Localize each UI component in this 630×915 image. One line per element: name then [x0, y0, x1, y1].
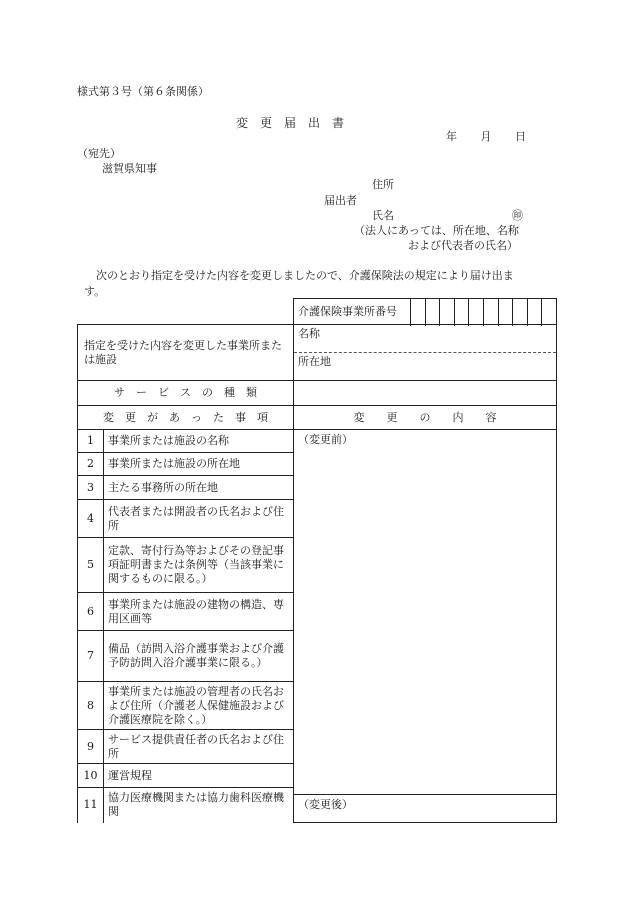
after-change-label: （変更後） [298, 798, 353, 811]
item-number: 6 [78, 593, 104, 631]
facility-row-label: 指定を受けた内容を変更した事業所または施設 [78, 325, 294, 381]
item-text: 運営規程 [104, 764, 294, 788]
office-number-digit[interactable] [542, 299, 557, 326]
item-number: 11 [78, 788, 104, 823]
item-number: 3 [78, 476, 104, 500]
document-title: 変 更 届 出 書 [236, 116, 345, 130]
item-number: 5 [78, 538, 104, 593]
item-text: 事業所または施設の管理者の氏名および住所（介護老人保健施設および介護医療院を除く。） [104, 682, 294, 730]
corp-note-1: （法人にあっては、所在地、名称 [354, 224, 519, 237]
item-number: 2 [78, 453, 104, 476]
office-number-table [293, 298, 557, 326]
date-day: 日 [515, 130, 526, 143]
statement-line-2: す。 [84, 285, 106, 298]
notifier-label: 届出者 [324, 194, 357, 207]
office-number-digit[interactable] [527, 299, 542, 326]
name-label: 氏名 [372, 209, 394, 222]
addressee-name: 滋賀県知事 [102, 162, 157, 175]
item-text: 定款、寄付行為等およびその登記事項証明書または条例等（当該事業に関するものに限る。） [104, 538, 294, 593]
office-number-label: 介護保険事業所番号 [294, 299, 411, 326]
item-number: 8 [78, 682, 104, 730]
item-number: 10 [78, 764, 104, 788]
item-number: 9 [78, 730, 104, 764]
date-line [446, 128, 526, 144]
item-text: 備品（訪問入浴介護事業および介護予防訪問入浴介護事業に限る。） [104, 631, 294, 682]
address-label: 住所 [372, 178, 394, 191]
facility-location-label: 所在地 [298, 355, 331, 368]
office-number-digit[interactable] [498, 299, 513, 326]
after-change-area[interactable] [294, 795, 556, 812]
change-content-header: 変 更 の 内 容 [294, 406, 557, 430]
facility-name-label: 名称 [298, 327, 320, 340]
office-number-digit[interactable] [440, 299, 455, 326]
office-number-digit[interactable] [469, 299, 484, 326]
before-change-label: （変更前） [298, 433, 353, 446]
before-change-area[interactable] [294, 430, 556, 795]
change-form-table [77, 324, 557, 823]
item-text: 代表者または開設者の氏名および住所 [104, 500, 294, 538]
form-number: 様式第３号（第６条関係） [77, 85, 209, 98]
item-text: 事業所または施設の所在地 [104, 453, 294, 476]
item-text: 事業所または施設の建物の構造、専用区画等 [104, 593, 294, 631]
facility-location-field[interactable] [294, 353, 557, 381]
facility-name-field[interactable] [294, 325, 557, 353]
office-number-digit[interactable] [483, 299, 498, 326]
item-text: 協力医療機関または協力歯科医療機関 [104, 788, 294, 823]
date-year: 年 [446, 130, 457, 143]
change-content-cell[interactable] [294, 430, 557, 823]
item-text: 事業所または施設の名称 [104, 430, 294, 453]
changed-items-header: 変 更 が あ っ た 事 項 [78, 406, 294, 430]
office-number-digit[interactable] [454, 299, 469, 326]
item-text: 主たる事務所の所在地 [104, 476, 294, 500]
statement-line-1: 次のとおり指定を受けた内容を変更しましたので、介護保険法の規定により届け出ま [96, 269, 514, 282]
office-number-digit[interactable] [411, 299, 426, 326]
seal-mark: ㊞ [512, 209, 523, 222]
addressee-prefix: （宛先） [77, 147, 121, 160]
service-type-field[interactable] [294, 381, 557, 406]
item-number: 4 [78, 500, 104, 538]
date-month: 月 [480, 130, 492, 143]
item-number: 7 [78, 631, 104, 682]
service-type-header: サ ー ビ ス の 種 類 [78, 381, 294, 406]
item-text: サービス提供責任者の氏名および住所 [104, 730, 294, 764]
office-number-digit[interactable] [425, 299, 440, 326]
item-number: 1 [78, 430, 104, 453]
corp-note-2: および代表者の氏名） [408, 239, 518, 252]
office-number-digit[interactable] [513, 299, 528, 326]
